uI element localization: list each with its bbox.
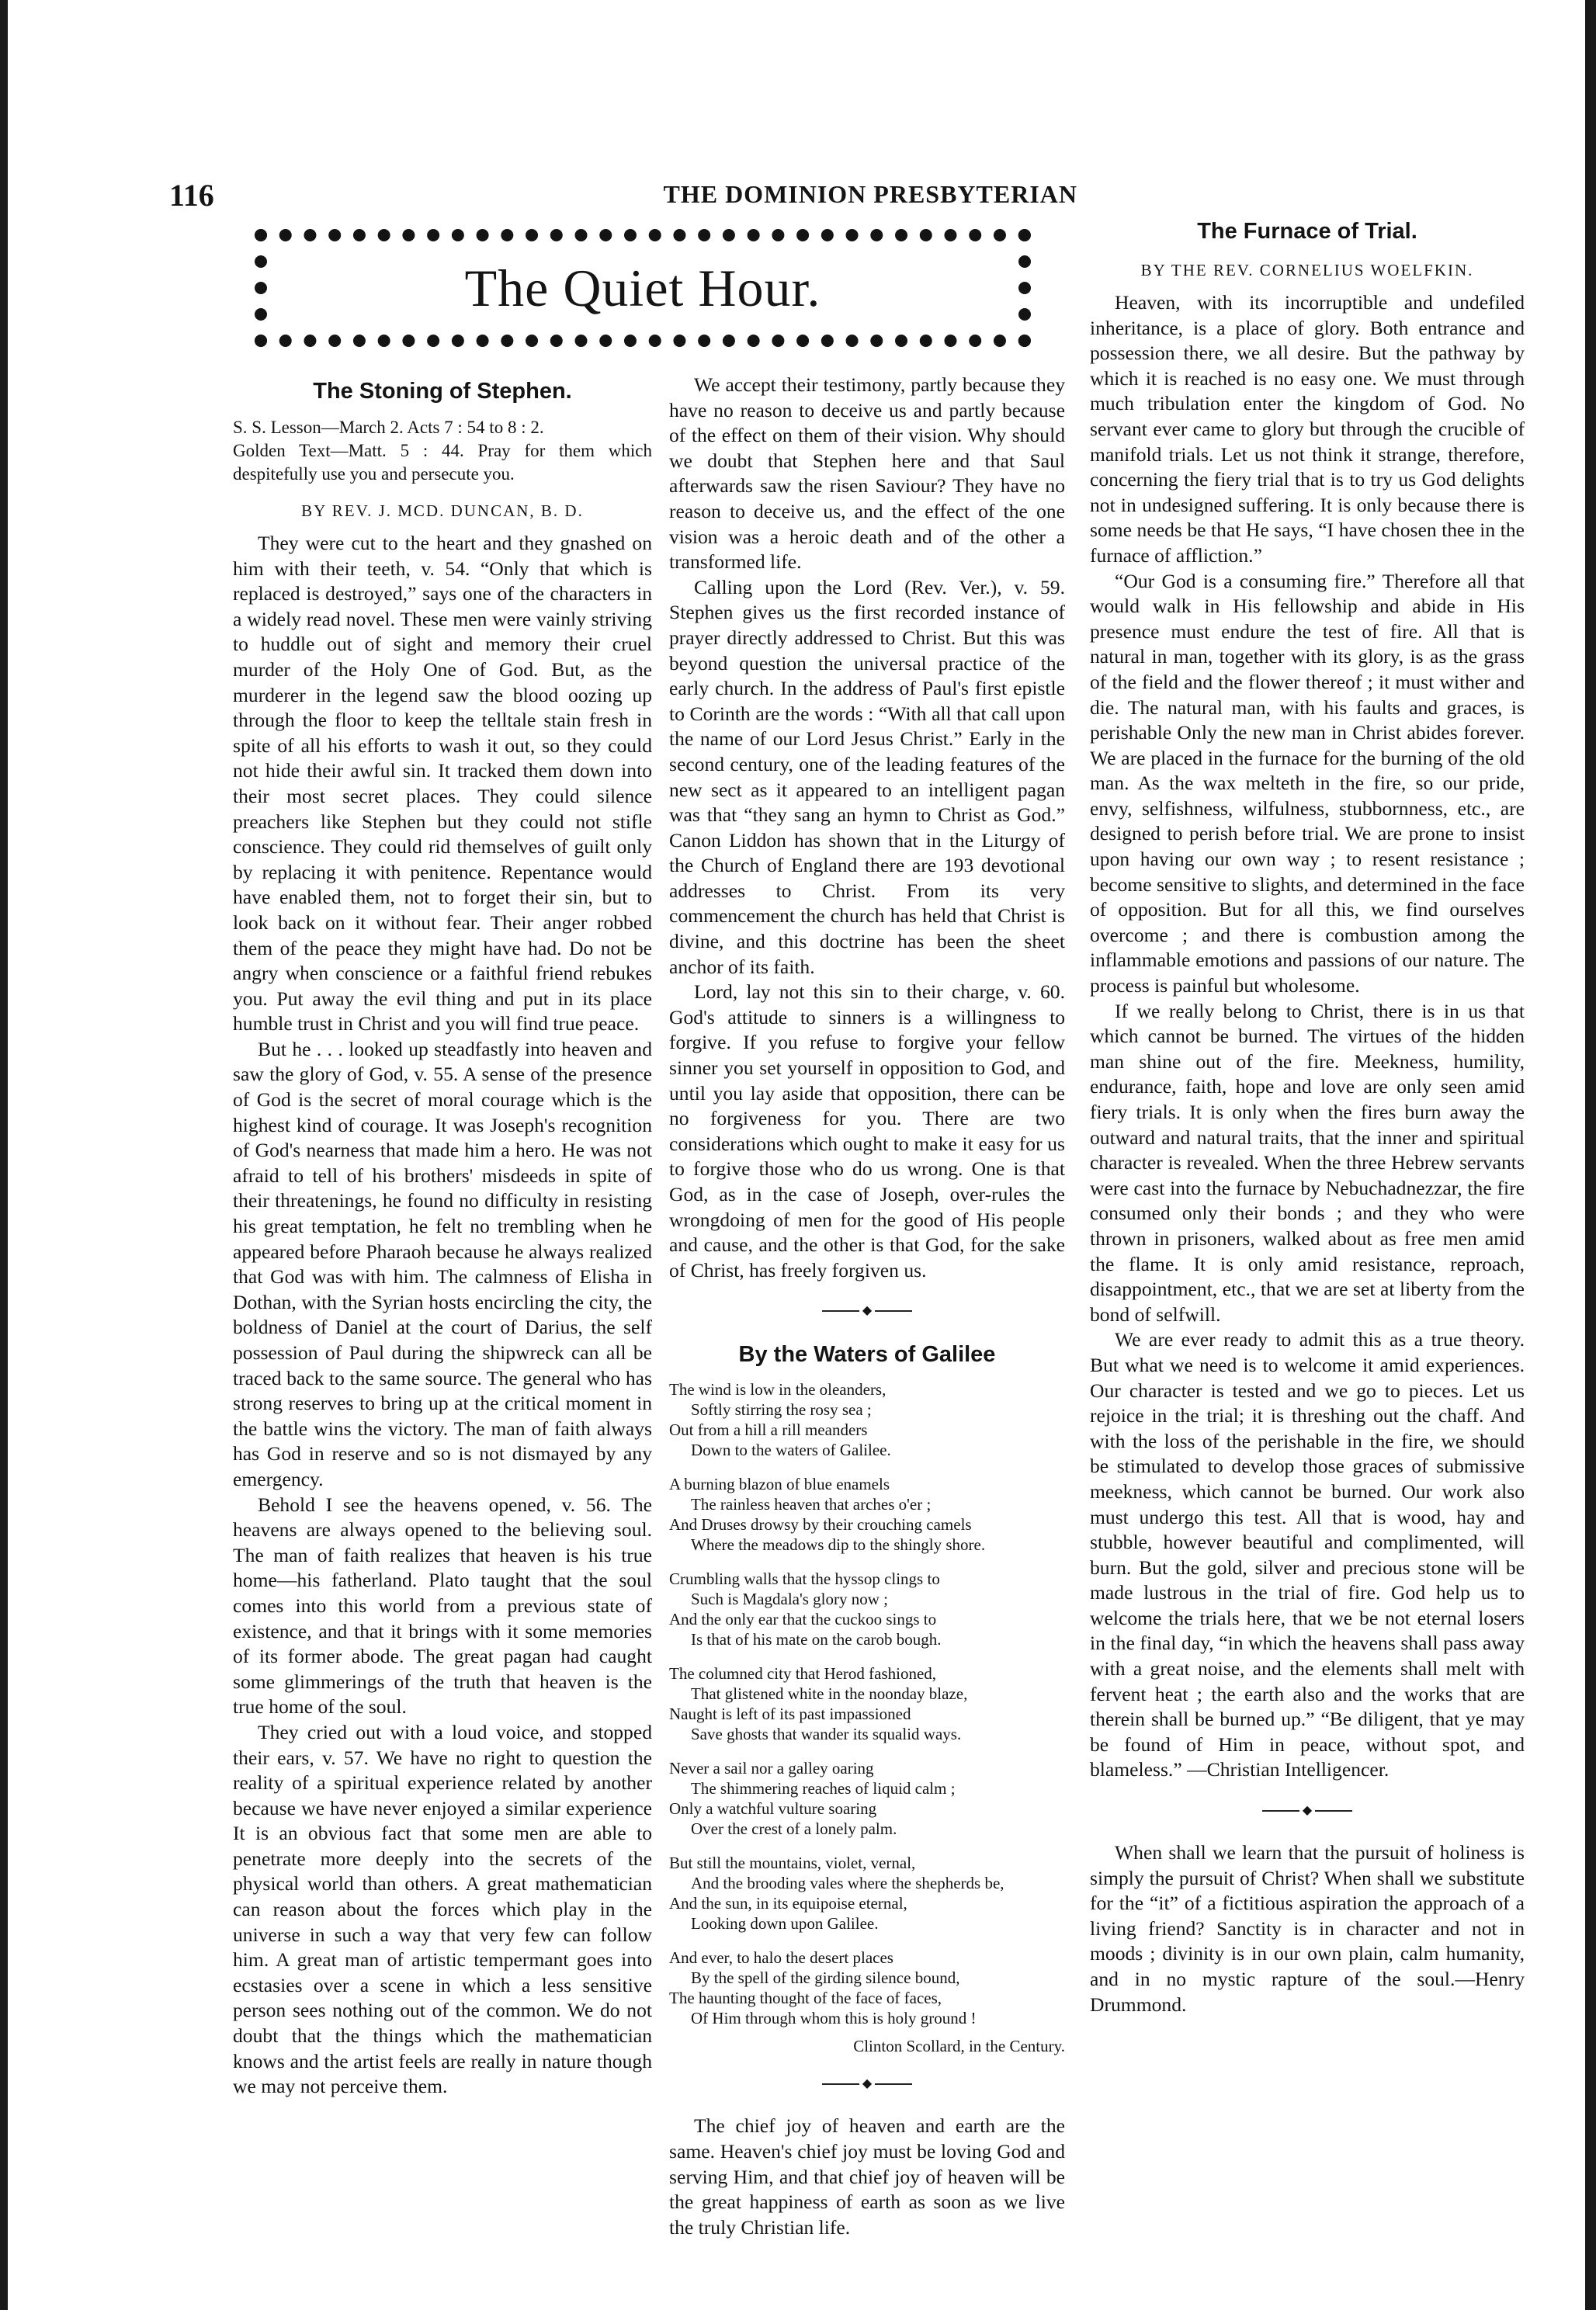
furnace-paragraph: We are ever ready to admit this as a true theory. But what we need is to welcome it amid experiences. Our character is tested and we go to pieces. Let us rejoice in the trial; it is threshing out the chaff. And with the loss of the perishable in the fire, we should be stimulated to develop those graces of submissive meekness, which cannot be burned. Our work also must undergo this test. All that is wood, hay and stubble, however beautiful and complimented, will burn. But the gold, silver and precious stone will be made lustrous in the trial of fire. God help us to welcome the trials here, that we be not eternal losers in the final day, “in which the heavens shall pass away with a great noise, and the elements shall melt with fervent heat ; the earth also and the works that are therein shall be burned up.” “Be diligent, that ye may be found of Him in peace, without spot, and blameless.” —Christian Intelligencer. xyxy=(1090,1328,1525,1781)
poem-line: And the brooding vales where the shepherds be, xyxy=(691,1874,1004,1893)
stephen-paragraph: They cried out with a loud voice, and stopped their ears, v. 57. We have no right to question the reality of a spiritual experience related by another because we have never enjoyed a similar experience It is an obvious fact that some men are able to penetrate more deeply into the secrets of the physical world than others. A great mathematician can reason about the forces which play in the universe in such a way that very few can follow him. A great man of artistic tempermant goes into ecstasies over a scene in which a less sensitive person sees nothing out of the common. We do not doubt that the things which the mathematician knows and the artist feels are really in nature though we may not perceive them. xyxy=(233,1720,652,2098)
furnace-paragraph: If we really belong to Christ, there is in us that which cannot be burned. The virtues of the hidden man shine out of the fire. Meekness, humility, endurance, faith, hope and love are only seen amid fiery trials. It is only when the fires burn away the outward and natural traits, that the inner and spiritual character is revealed. When the three Hebrew servants were cast into the furnace by Nebuchadnezzar, the fire consumed only their bonds ; and they who were thrown in prisoners, walked about as free men amid the flame. It is only amid resistance, reproach, disappointment, etc., that we are set at liberty from the bond of selfwill. xyxy=(1090,999,1525,1326)
poem-line: Only a watchful vulture soaring xyxy=(669,1799,877,1819)
galilee-poem xyxy=(669,1379,1065,2028)
chief-joy-paragraph: The chief joy of heaven and earth are the same. Heaven's chief joy must be loving God and serving Him, and that chief joy of heaven will be the great happiness of earth as soon as we live the truly Christian life. xyxy=(669,2114,1065,2239)
poem-line: And Druses drowsy by their crouching camels xyxy=(669,1515,972,1535)
golden-text: Golden Text—Matt. 5 : 44. Pray for them which despitefully use you and persecute you. xyxy=(233,441,652,484)
poem-line: The rainless heaven that arches o'er ; xyxy=(691,1495,932,1514)
furnace-title: The Furnace of Trial. xyxy=(1197,219,1417,244)
poem-line: The columned city that Herod fashioned, xyxy=(669,1664,937,1684)
stephen-paragraph: We accept their testimony, partly because they have no reason to deceive us and partly because of the effect on them of their vision. Why should we doubt that Stephen here and that Saul afterwards saw the risen Saviour? They have no reason to deceive us, and the effect of the one vision was a heroic death and of the other a transformed life. xyxy=(669,373,1065,574)
poem-line: Such is Magdala's glory now ; xyxy=(691,1590,889,1609)
drummond-paragraph: When shall we learn that the pursuit of holiness is simply the pursuit of Christ? When shall we substitute for the “it” of a fictitious aspiration the approach of a living friend? Sanctity is in character and not in moods ; divinity is in our own plain, calm humanity, and in no mystic rapture of the soul.—Henry Drummond. xyxy=(1090,1841,1525,2016)
stephen-paragraph: But he . . . looked up steadfastly into heaven and saw the glory of God, v. 55. A sense of the presence of God is the secret of moral courage which is the highest kind of courage. It was Joseph's recognition of God's nearness that made him a hero. He was not afraid to tell of his brothers' misdeeds in spite of their threatenings, he found no difficulty in resisting his great temptation, he felt no trembling when he appeared before Pharaoh because he always realized that God was with him. The calmness of Elisha in Dothan, with the Syrian hosts encircling the city, the boldness of Daniel at the court of Darius, the self possession of Paul during the shipwreck can all be traced back to the same source. The general who has strong reserves to bring up at the critical moment in the battle wins the victory. The man of faith always has God in reserve and so is not dismayed by any emergency. xyxy=(233,1037,652,1490)
poem-attribution: Clinton Scollard, in the Century. xyxy=(853,2037,1065,2056)
poem-line: Out from a hill a rill meanders xyxy=(669,1420,868,1440)
galilee-title: By the Waters of Galilee xyxy=(738,1342,996,1368)
poem-line: Looking down upon Galilee. xyxy=(691,1914,879,1934)
column-middle xyxy=(669,373,1065,2240)
furnace-paragraph: Heaven, with its incorruptible and undefiled inheritance, is a place of glory. Both entrance and possession there, we all desire. But the pathway by which it is reached is no easy one. We must through much tribulation enter the kingdom of God. No servant ever came to glory but through the crucible of manifold trials. Let us not think it strange, therefore, concerning the fiery trial that is to try us God delights not in undesigned suffering. It is only because there is some needs be that He says, “I have chosen thee in the furnace of affliction.” xyxy=(1090,291,1525,567)
poem-stanza xyxy=(669,1474,1065,1555)
poem-line: Is that of his mate on the carob bough. xyxy=(691,1630,942,1649)
poem-stanza xyxy=(669,1379,1065,1460)
poem-line: The haunting thought of the face of faces, xyxy=(669,1989,942,2008)
section-divider: ◆ xyxy=(1090,1805,1525,1817)
poem-line: Where the meadows dip to the shingly shore. xyxy=(691,1535,986,1555)
stephen-title: The Stoning of Stephen. xyxy=(313,379,572,404)
poem-line: By the spell of the girding silence bound, xyxy=(691,1968,960,1988)
poem-line: But still the mountains, violet, vernal, xyxy=(669,1854,916,1873)
poem-line: And the sun, in its equipoise eternal, xyxy=(669,1894,907,1913)
column-left xyxy=(233,377,652,2100)
poem-stanza xyxy=(669,1663,1065,1744)
poem-line: A burning blazon of blue enamels xyxy=(669,1475,890,1494)
poem-stanza xyxy=(669,1758,1065,1839)
stephen-paragraph: Lord, lay not this sin to their charge, v. 60. God's attitude to sinners is a willingness to forgive. If you refuse to forgive your fellow sinner you set yourself in opposition to God, and until you lay aside that opposition, there can be no forgiveness for you. There are two considerations which ought to make it easy for us to forgive those who do us wrong. One is that God, as in the case of Joseph, over-rules the wrongdoing of men for the good of His people and cause, and the other is that God, for the sake of Christ, has freely forgiven us. xyxy=(669,980,1065,1282)
poem-line: And ever, to halo the desert places xyxy=(669,1948,893,1968)
poem-line: Of Him through whom this is holy ground ! xyxy=(691,2009,977,2028)
poem-line: Down to the waters of Galilee. xyxy=(691,1441,891,1460)
stephen-paragraph: Calling upon the Lord (Rev. Ver.), v. 59. Stephen gives us the first recorded instance of prayer directly addressed to Christ. But this was beyond question the universal practice of the early church. In the address of Paul's first epistle to Corinth are the words : “With all that call upon the name of our Lord Jesus Christ.” Early in the second century, one of the leading features of the new sect as it appeared to an intelligent pagan was that “they sang an hymn to Christ as God.” Canon Liddon has shown that in the Liturgy of the Church of England there are 193 devotional addresses to Christ. From its very commencement the church has held that Christ is divine, and this doctrine has been the sheet anchor of its faith. xyxy=(669,575,1065,978)
poem-stanza xyxy=(669,1853,1065,1934)
stephen-paragraph: They were cut to the heart and they gnashed on him with their teeth, v. 54. “Only that which is replaced is destroyed,” says one of the characters in a widely read novel. These men were vainly striving to huddle out of sight and memory their cruel murder of the Holy One of God. But, as the murderer in the legend saw the blood oozing up through the floor to keep the telltale stain fresh in spite of all his efforts to wash it out, so they could not hide their awful sin. It tracked them down into their most secret places. They could silence preachers like Stephen but they could not stifle conscience. They could rid themselves of guilt only by replacing it with penitence. Repentance would have enabled them, not to forget their sin, but to look back on it without fear. Their anger robbed them of the peace they might have had. Do not be angry when conscience or a faithful friend rebukes you. Put away the evil thing and put in its place humble trust in Christ and you will find true peace. xyxy=(233,532,652,1035)
furnace-byline: BY THE REV. CORNELIUS WOELFKIN. xyxy=(1140,261,1474,279)
poem-line: Naught is left of its past impassioned xyxy=(669,1705,911,1724)
stephen-paragraph: Behold I see the heavens opened, v. 56. The heavens are always opened to the believing soul. The man of faith realizes that heaven is his true home—his fatherland. Plato taught that the soul comes into this world from a previous state of existence, and that it brings with it some memories of its former abode. The great pagan had caught some glimmerings of the truth that heaven is the true home of the soul. xyxy=(233,1493,652,1719)
poem-line: The wind is low in the oleanders, xyxy=(669,1380,886,1400)
poem-stanza xyxy=(669,1948,1065,2028)
scan-edge-left xyxy=(0,0,8,2310)
poem-line: The shimmering reaches of liquid calm ; xyxy=(691,1779,956,1798)
stephen-byline: BY REV. J. MCD. DUNCAN, B. D. xyxy=(301,501,584,520)
column-right xyxy=(1090,217,1525,2017)
furnace-paragraph: “Our God is a consuming fire.” Therefore all that would walk in His fellowship and abide in His presence must endure the test of fire. All that is natural in man, together with its glory, is as the grass of the field and the flower thereof ; it must wither and die. The natural man, with his faults and graces, is perishable Only the new man in Christ abides forever. We are placed in the furnace for the burning of the old man. As the wax melteth in the fire, so our pride, envy, selfishness, wilfulness, stubbornness, etc., are designed to perish before trial. We are prone to insist upon having our own way ; to resent resistance ; become sensitive to slights, and determined in the face of opposition. But for all this, we find ourselves overcome ; and there is combustion among the inflammable emotions and passions of our nature. The process is painful but wholesome. xyxy=(1090,569,1525,997)
poem-line: Save ghosts that wander its squalid ways. xyxy=(691,1725,962,1744)
poem-stanza xyxy=(669,1569,1065,1649)
poem-line: Over the crest of a lonely palm. xyxy=(691,1819,897,1839)
page-number: 116 xyxy=(169,178,214,213)
poem-line: That glistened white in the noonday blaze, xyxy=(691,1684,968,1704)
banner-title: The Quiet Hour. xyxy=(464,258,821,317)
poem-line: And the only ear that the cuckoo sings to xyxy=(669,1610,937,1629)
section-divider: ◆ xyxy=(669,1305,1065,1317)
page-header xyxy=(169,177,1077,216)
section-divider: ◆ xyxy=(669,2078,1065,2090)
poem-line: Never a sail nor a galley oaring xyxy=(669,1759,874,1778)
poem-line: Crumbling walls that the hyssop clings to xyxy=(669,1569,940,1589)
section-banner xyxy=(255,229,1031,347)
masthead: THE DOMINION PRESBYTERIAN xyxy=(663,180,1077,208)
poem-line: Softly stirring the rosy sea ; xyxy=(691,1400,872,1420)
lesson-reference: S. S. Lesson—March 2. Acts 7 : 54 to 8 : 2. xyxy=(233,418,544,437)
scan-edge-right xyxy=(1585,0,1596,2310)
